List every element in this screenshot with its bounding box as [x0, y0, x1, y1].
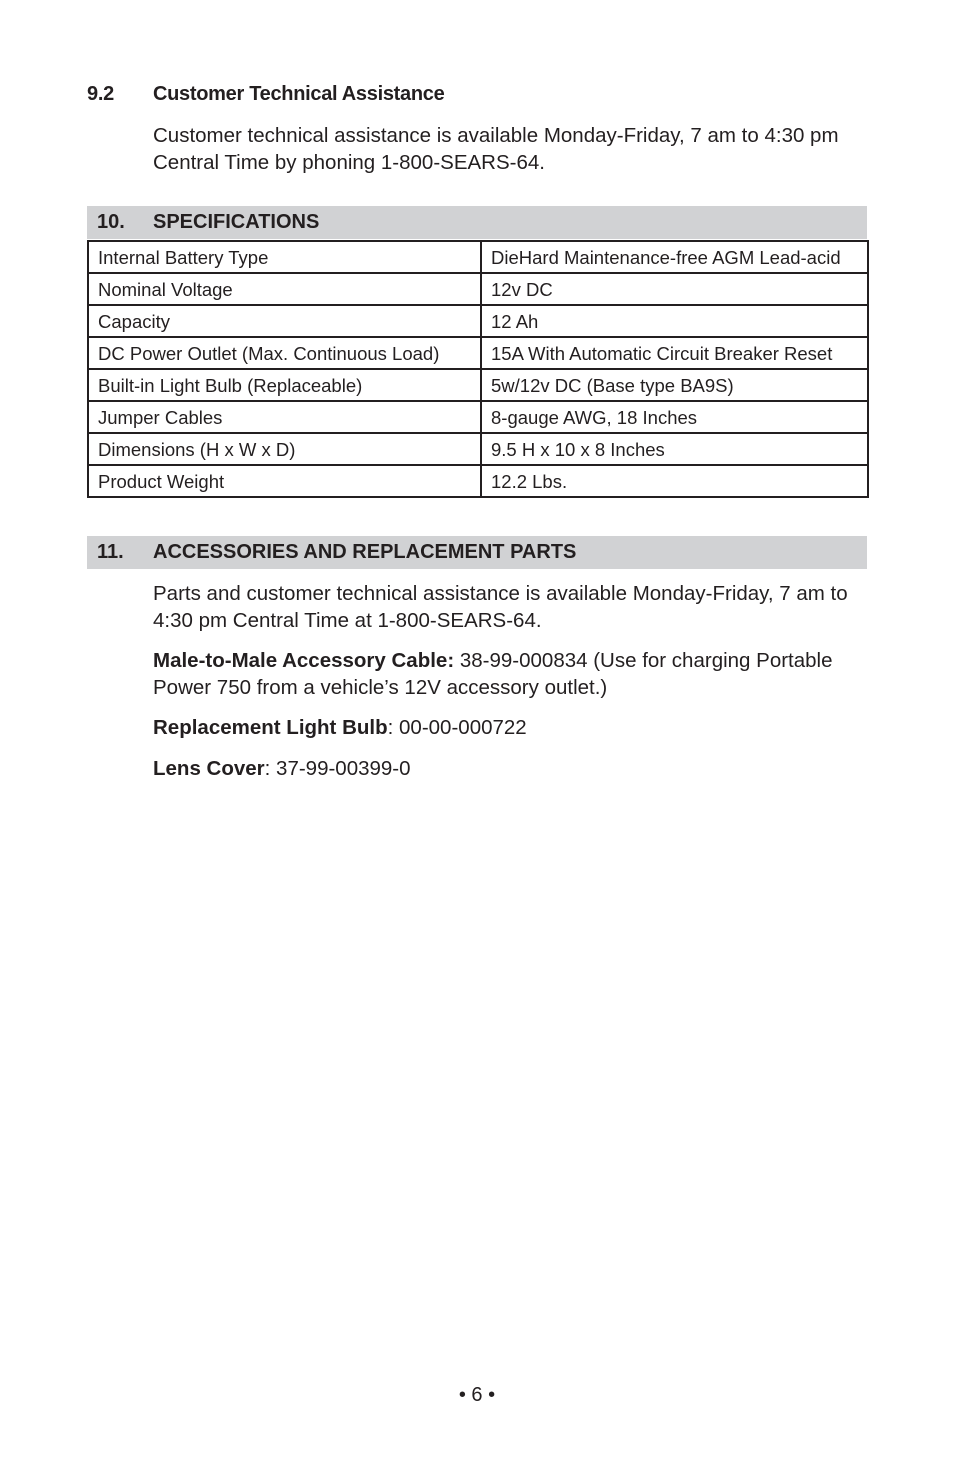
section-9-2-title: Customer Technical Assistance	[153, 83, 445, 105]
table-row	[88, 369, 868, 401]
section-10-number: 10.	[97, 211, 125, 233]
table-row	[88, 305, 868, 337]
section-9-2-number: 9.2	[87, 83, 114, 105]
spec-value: DieHard Maintenance-free AGM Lead-acid	[481, 241, 868, 273]
spec-value: 15A With Automatic Circuit Breaker Reset	[481, 337, 868, 369]
section-9-2-heading	[87, 83, 444, 106]
spec-value: 12 Ah	[481, 305, 868, 337]
spec-label: Capacity	[88, 305, 481, 337]
spec-label: DC Power Outlet (Max. Continuous Load)	[88, 337, 481, 369]
spec-label: Built-in Light Bulb (Replaceable)	[88, 369, 481, 401]
section-10-title: SPECIFICATIONS	[153, 211, 320, 233]
replacement-bulb-label: Replacement Light Bulb	[153, 716, 388, 739]
lens-cover-text: : 37-99-00399-0	[264, 757, 411, 780]
accessory-cable-entry	[153, 647, 853, 701]
replacement-bulb-text: : 00-00-000722	[387, 716, 527, 739]
section-11-heading	[87, 536, 867, 569]
spec-value: 5w/12v DC (Base type BA9S)	[481, 369, 868, 401]
table-row	[88, 241, 868, 273]
table-row	[88, 465, 868, 497]
replacement-bulb-entry	[153, 714, 873, 741]
table-row	[88, 337, 868, 369]
spec-label: Product Weight	[88, 465, 481, 497]
spec-value: 8-gauge AWG, 18 Inches	[481, 401, 868, 433]
spec-label: Nominal Voltage	[88, 273, 481, 305]
spec-label: Jumper Cables	[88, 401, 481, 433]
section-10-heading	[87, 206, 867, 239]
spec-value: 9.5 H x 10 x 8 Inches	[481, 433, 868, 465]
spec-value: 12.2 Lbs.	[481, 465, 868, 497]
lens-cover-label: Lens Cover	[153, 757, 265, 780]
lens-cover-entry	[153, 755, 873, 782]
spec-label: Internal Battery Type	[88, 241, 481, 273]
section-11-intro: Parts and customer technical assistance is available Monday-Friday, 7 am to 4:30 pm Central Time at 1-800-SEARS-64.	[153, 582, 848, 632]
spec-value: 12v DC	[481, 273, 868, 305]
section-9-2-body: Customer technical assistance is available Monday-Friday, 7 am to 4:30 pm Central Time by phoning 1-800-SEARS-64.	[153, 124, 839, 174]
accessory-cable-text: 38-99-000834 (Use for charging Portable Power 750 from a vehicle’s 12V accessory outlet.)	[153, 649, 833, 699]
spec-label: Dimensions (H x W x D)	[88, 433, 481, 465]
table-row	[88, 401, 868, 433]
section-11-number: 11.	[97, 541, 124, 563]
accessory-cable-label: Male-to-Male Accessory Cable:	[153, 649, 455, 672]
table-row	[88, 273, 868, 305]
table-row	[88, 433, 868, 465]
specifications-table	[87, 240, 869, 498]
page-number: • 6 •	[458, 1384, 496, 1406]
section-11-title: ACCESSORIES AND REPLACEMENT PARTS	[153, 541, 577, 563]
